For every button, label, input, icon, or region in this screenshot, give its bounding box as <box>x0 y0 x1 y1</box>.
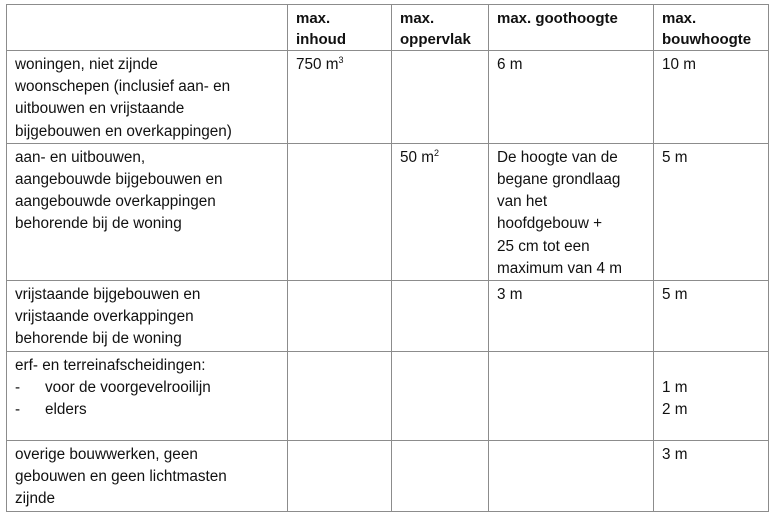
cell-goothoogte: 3 m <box>489 281 654 352</box>
header-max-bouwhoogte: max. bouwhoogte <box>654 5 769 51</box>
table-row <box>7 352 769 441</box>
cell-oppervlak <box>392 281 489 352</box>
cell-goothoogte <box>489 352 654 441</box>
cell-bouwhoogte: 10 m <box>654 51 769 144</box>
cell-oppervlak <box>392 352 489 441</box>
regulations-table <box>6 4 769 512</box>
table-row <box>7 51 769 144</box>
cell-bouwhoogte: 5 m <box>654 143 769 280</box>
row-label: vrijstaande bijgebouwen en vrijstaande overkappingen behorende bij de woning <box>7 281 288 352</box>
table-row <box>7 441 769 512</box>
cell-bouwhoogte: 5 m <box>654 281 769 352</box>
header-row <box>7 5 769 51</box>
cell-oppervlak <box>392 441 489 512</box>
cell-inhoud: 750 $m^3$ <box>288 51 392 144</box>
row-label: aan- en uitbouwen, aangebouwde bijgebouwen en aangebouwde overkappingen behorende bij de woning <box>7 143 288 280</box>
cell-goothoogte: De hoogte van de begane grondlaag van het hoofdgebouw + 25 cm tot een maximum van 4 m <box>489 143 654 280</box>
cell-goothoogte: 6 m <box>489 51 654 144</box>
header-max-oppervlak: max. oppervlak <box>392 5 489 51</box>
row-label: erf- en terreinafscheidingen: - voor de voorgevelrooilijn - elders <box>7 352 288 441</box>
cell-bouwhoogte: 3 m <box>654 441 769 512</box>
row-label: woningen, niet zijnde woonschepen (inclusief aan- en uitbouwen en vrijstaande bijgebouwen en overkappingen) <box>7 51 288 144</box>
cell-inhoud <box>288 281 392 352</box>
table-row <box>7 281 769 352</box>
cell-bouwhoogte: 1 m 2 m <box>654 352 769 441</box>
cell-inhoud <box>288 352 392 441</box>
header-category <box>7 5 288 51</box>
cell-inhoud <box>288 143 392 280</box>
header-max-goothoogte: max. goothoogte <box>489 5 654 51</box>
sub-item: - voor de voorgevelrooilijn <box>15 379 211 397</box>
cell-oppervlak <box>392 51 489 144</box>
row-label: overige bouwwerken, geen gebouwen en geen lichtmasten zijnde <box>7 441 288 512</box>
table-row <box>7 143 769 280</box>
header-max-inhoud: max. inhoud <box>288 5 392 51</box>
cell-inhoud <box>288 441 392 512</box>
sub-item: - elders <box>15 401 87 419</box>
cell-goothoogte <box>489 441 654 512</box>
cell-oppervlak: 50 $m^2$ <box>392 143 489 280</box>
